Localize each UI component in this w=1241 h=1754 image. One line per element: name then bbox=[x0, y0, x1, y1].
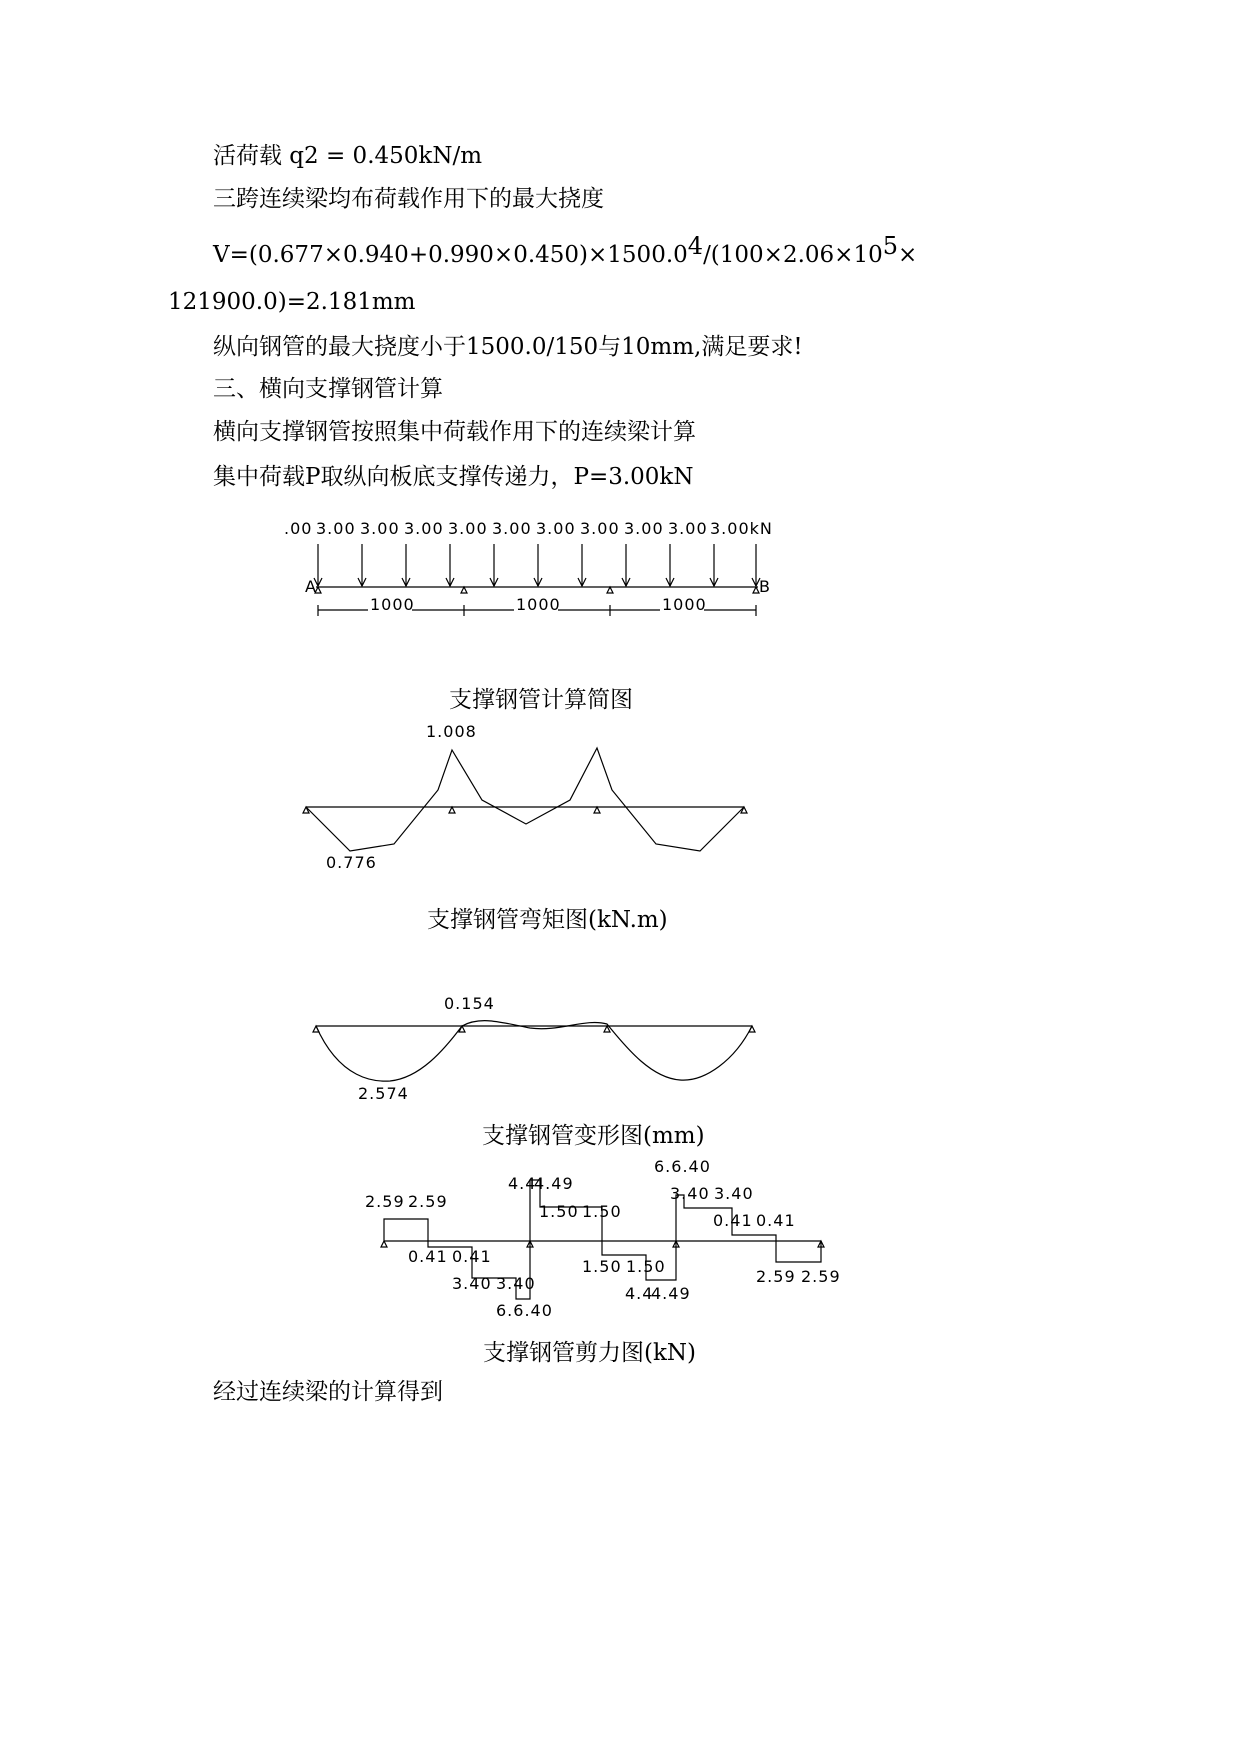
shear-label: 0.41 bbox=[408, 1247, 448, 1266]
shear-label: 4.49 bbox=[534, 1174, 574, 1193]
shear-label: 2.59 bbox=[756, 1267, 796, 1286]
shear-label: 0.41 bbox=[452, 1247, 492, 1266]
span-label: 1000 bbox=[662, 595, 707, 614]
shear-label: 1.50 bbox=[539, 1202, 579, 1221]
load-arrows bbox=[314, 544, 760, 586]
shear-label: 1.50 bbox=[582, 1202, 622, 1221]
shear-label: 4.4 bbox=[508, 1174, 537, 1193]
span-label: 1000 bbox=[516, 595, 561, 614]
load-label: 3.00 bbox=[316, 519, 356, 538]
method-line: 横向支撑钢管按照集中荷载作用下的连续梁计算 bbox=[213, 419, 696, 445]
support-icon bbox=[381, 1241, 387, 1247]
load-label: .00 bbox=[284, 519, 313, 538]
support-icon bbox=[594, 807, 600, 813]
support-icon bbox=[461, 587, 467, 593]
shear-label: 4.49 bbox=[651, 1284, 691, 1303]
shear-label: 3.40 bbox=[496, 1274, 536, 1293]
shear-label: 2.59 bbox=[801, 1267, 841, 1286]
moment-caption: 支撑钢管弯矩图(kN.m) bbox=[427, 907, 668, 933]
load-label: 3.00 bbox=[448, 519, 488, 538]
support-icon bbox=[607, 587, 613, 593]
shear-label: 3.40 bbox=[714, 1184, 754, 1203]
shear-label: 0.41 bbox=[713, 1211, 753, 1230]
load-label: 3.00 bbox=[580, 519, 620, 538]
load-labels bbox=[284, 519, 773, 538]
support-icon bbox=[313, 1026, 319, 1032]
shear-caption: 支撑钢管剪力图(kN) bbox=[483, 1340, 697, 1366]
deformation-min-label: 2.574 bbox=[358, 1084, 409, 1103]
moment-diagram bbox=[0, 720, 1241, 870]
formula-part-1: V=(0.677×0.940+0.990×0.450)×1500.0 bbox=[213, 242, 688, 268]
deformation-max-label: 0.154 bbox=[444, 994, 495, 1013]
formula-part-2: /(100×2.06×10 bbox=[703, 242, 883, 268]
deformation-caption: 支撑钢管变形图(mm) bbox=[482, 1123, 705, 1149]
support-icon bbox=[741, 807, 747, 813]
shear-diagram bbox=[0, 1150, 1241, 1330]
schematic-diagram bbox=[0, 510, 1241, 640]
load-label: 3.00kN bbox=[710, 519, 773, 538]
load-label: 3.00 bbox=[404, 519, 444, 538]
shear-label: 2.59 bbox=[408, 1192, 448, 1211]
load-label: 3.00 bbox=[668, 519, 708, 538]
conclusion-line: 纵向钢管的最大挠度小于1500.0/150与10mm,满足要求! bbox=[213, 334, 803, 360]
load-label: 3.00 bbox=[360, 519, 400, 538]
shear-label: 6.6.40 bbox=[496, 1301, 553, 1320]
formula-line-2: 121900.0)=2.181mm bbox=[168, 289, 416, 315]
moment-curve bbox=[306, 748, 744, 851]
support-icon bbox=[749, 1026, 755, 1032]
shear-label: 3.40 bbox=[452, 1274, 492, 1293]
shear-label: 0.41 bbox=[756, 1211, 796, 1230]
load-label: 3.00 bbox=[492, 519, 532, 538]
moment-max-label: 1.008 bbox=[426, 722, 477, 741]
final-line: 经过连续梁的计算得到 bbox=[213, 1379, 443, 1405]
formula-part-3: × bbox=[898, 242, 918, 268]
shear-label: 1.50 bbox=[626, 1257, 666, 1276]
shear-label: 1.50 bbox=[582, 1257, 622, 1276]
load-label: 3.00 bbox=[624, 519, 664, 538]
load-p-line: 集中荷载P取纵向板底支撑传递力，P=3.00kN bbox=[213, 464, 694, 490]
formula-line-1 bbox=[213, 232, 918, 270]
support-icon bbox=[459, 1026, 465, 1032]
shear-label: 6.6.40 bbox=[654, 1157, 711, 1176]
live-load-line: 活荷载 q2 = 0.450kN/m bbox=[213, 143, 483, 169]
deflection-title: 三跨连续梁均布荷载作用下的最大挠度 bbox=[213, 186, 604, 212]
support-label-a: A bbox=[305, 577, 317, 596]
formula-exponent-1: 4 bbox=[687, 232, 704, 260]
moment-min-label: 0.776 bbox=[326, 853, 377, 872]
support-label-b: B bbox=[759, 577, 771, 596]
support-icon bbox=[303, 807, 309, 813]
shear-label: 3.40 bbox=[670, 1184, 710, 1203]
shear-label: 4.4 bbox=[625, 1284, 654, 1303]
shear-label: 2.59 bbox=[365, 1192, 405, 1211]
deformation-curve bbox=[316, 1021, 752, 1082]
load-label: 3.00 bbox=[536, 519, 576, 538]
support-icon bbox=[449, 807, 455, 813]
schematic-caption: 支撑钢管计算简图 bbox=[449, 687, 633, 713]
formula-exponent-2: 5 bbox=[882, 232, 898, 260]
span-label: 1000 bbox=[370, 595, 415, 614]
section-heading: 三、横向支撑钢管计算 bbox=[213, 376, 443, 402]
deformation-diagram bbox=[0, 990, 1241, 1110]
